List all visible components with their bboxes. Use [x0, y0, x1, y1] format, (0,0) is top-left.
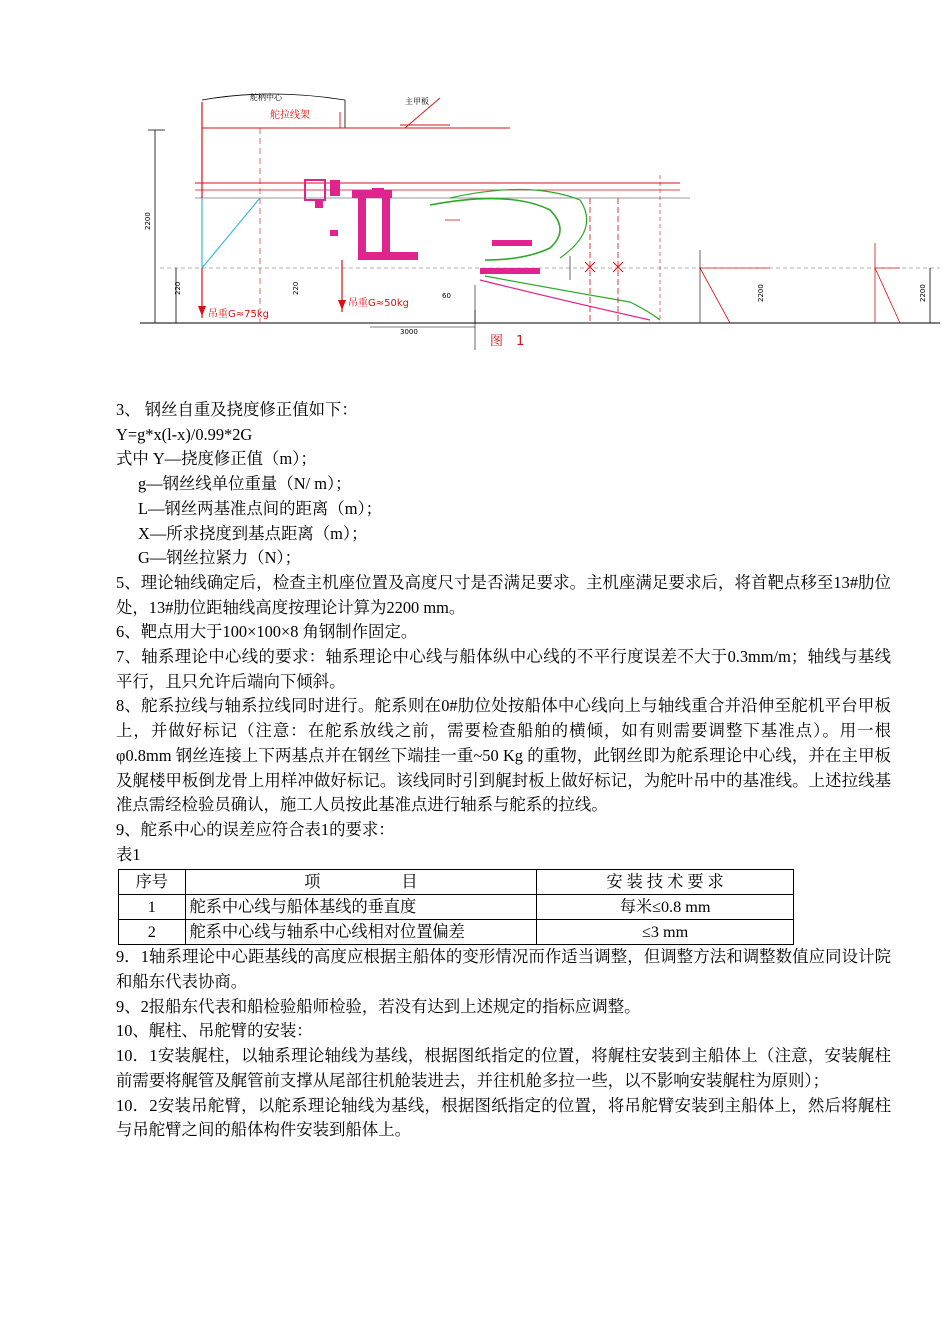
rudder-frame-label: 舵拉线架 — [270, 110, 310, 121]
tolerance-table — [118, 869, 794, 945]
paragraph-9: 9、舵系中心的误差应符合表1的要求： — [116, 819, 395, 839]
svg-text:2200: 2200 — [757, 284, 765, 302]
paragraph-9-2: 9、2报船东代表和船检验船师检验，若没有达到上述规定的指标应调整。 — [116, 996, 641, 1016]
dim-2200-right: 2200 — [919, 284, 927, 302]
table-title: 表1 — [116, 844, 141, 864]
formula-where: 式中 Y—挠度修正值（m）； — [116, 449, 317, 469]
row-no: 1 — [119, 895, 186, 920]
figure-1-drawing — [130, 80, 950, 360]
figure-caption: 图 1 — [490, 334, 525, 349]
paragraph-8: 8、舵系拉线与轴系拉线同时进行。舵系则在0#肋位处按船体中心线向上与轴线重合并沿伸至舵机平台甲板上，并做好标记（注意：在舵系放线之前，需要检查船舶的横倾，如有则需要调整下基准点）。用一根φ0.8mm 钢丝连接上下两基点并在钢丝下端挂一重~50 Kg 的重物，此钢丝即为舵系理论中心线，并在主甲板及艉楼甲板倒龙骨上用样冲做好标记。该线同时引到艉封板上做好标记，为舵叶吊中的基准线。上述拉线基准点需经检验员确认，施工人员按此基准点进行轴系与舵系的拉线。 — [116, 696, 891, 815]
row-item: 舵系中心线与船体基线的垂直度 — [185, 895, 537, 920]
table-row — [119, 920, 794, 945]
ship-stern-drawing — [130, 80, 950, 360]
table-row — [119, 895, 794, 920]
main-deck-label: 主甲板 — [405, 97, 429, 106]
weight-right-label: 吊重G≈50kg — [348, 298, 409, 309]
dim-3000: 3000 — [400, 328, 418, 336]
paragraph-5: 5、理论轴线确定后，检查主机座位置及高度尺寸是否满足要求。主机座满足要求后，将首靶点移至13#肋位处，13#肋位距轴线高度按理论计算为2200 mm。 — [116, 572, 891, 617]
formula-var-x: X—所求挠度到基点距离（m）； — [138, 523, 368, 543]
dim-60: 60 — [442, 292, 451, 300]
formula: Y=g*x(l-x)/0.99*2G — [116, 424, 253, 444]
header-requirement: 安 装 技 术 要 求 — [537, 870, 794, 895]
paragraph-3-heading: 3、 钢丝自重及挠度修正值如下： — [116, 400, 358, 419]
dim-220-right: 220 — [292, 281, 300, 295]
table-header-row — [119, 870, 794, 895]
paragraph-7: 7、轴系理论中心线的要求：轴系理论中心线与船体纵中心线的不平行度误差不大于0.3mm/m；轴线与基线平行，且只允许后端向下倾斜。 — [116, 647, 891, 691]
formula-var-l: L—钢丝两基准点间的距离（m）； — [138, 498, 383, 518]
dim-220-left: 220 — [174, 281, 182, 295]
weight-left-label: 吊重G≈75kg — [208, 309, 269, 320]
header-item: 项 目 — [185, 870, 537, 895]
svg-text:2200: 2200 — [144, 212, 152, 230]
bridge-center-label: 舵柄中心 — [250, 93, 282, 102]
header-no: 序号 — [119, 870, 186, 895]
row-no: 2 — [119, 920, 186, 945]
formula-var-g: g—钢丝线单位重量（N/ m）； — [138, 474, 352, 494]
paragraph-10: 10、艉柱、吊舵臂的安装： — [116, 1021, 313, 1041]
paragraph-9-1: 9．1轴系理论中心距基线的高度应根据主船体的变形情况而作适当调整，但调整方法和调整数值应同设计院和船东代表协商。 — [116, 947, 891, 992]
row-requirement: ≤3 mm — [537, 920, 794, 945]
paragraph-10-2: 10．2安装吊舵臂，以舵系理论轴线为基线，根据图纸指定的位置，将吊舵臂安装到主船体上，然后将艉柱与吊舵臂之间的船体构件安装到船体上。 — [116, 1095, 891, 1140]
paragraph-10-1: 10．1安装艉柱，以轴系理论轴线为基线，根据图纸指定的位置，将艉柱安装到主船体上（注意，安装艉柱前需要将艉管及艉管前支撑从尾部往机舱装进去，并往机舱多拉一些，以不影响安装艉柱为原则）； — [116, 1046, 891, 1090]
row-item: 舵系中心线与轴系中心线相对位置偏差 — [185, 920, 537, 945]
paragraph-6: 6、靶点用大于100×100×8 角钢制作固定。 — [116, 622, 418, 642]
formula-var-gforce: G—钢丝拉紧力（N）； — [138, 548, 301, 568]
document-body — [116, 398, 891, 1143]
row-requirement: 每米≤0.8 mm — [537, 895, 794, 920]
